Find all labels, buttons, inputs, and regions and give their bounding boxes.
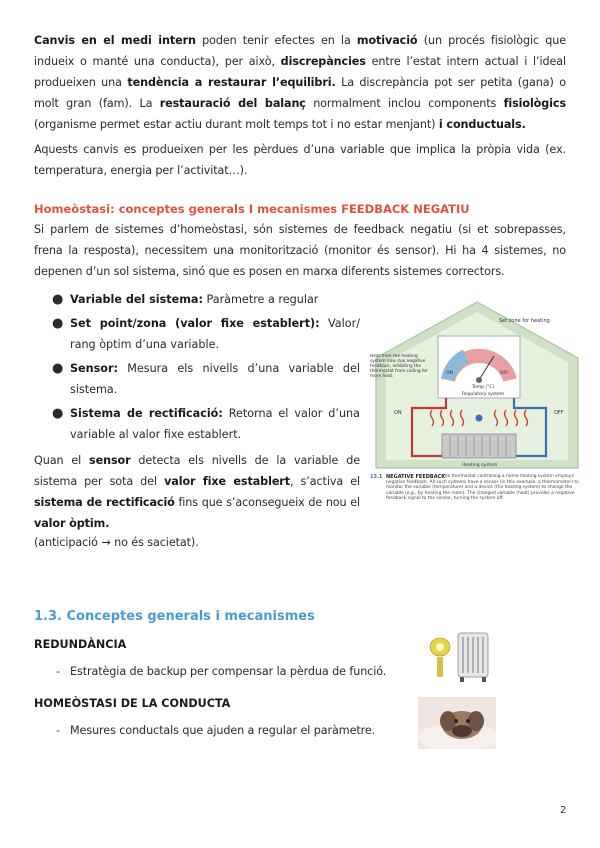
caption-text-box bbox=[386, 474, 586, 532]
heating-system-label: Heating system bbox=[462, 463, 498, 468]
bullet-icon: ● bbox=[52, 315, 64, 331]
dial-pivot bbox=[476, 377, 482, 383]
setzone-label: Set zone for heating bbox=[499, 318, 550, 324]
list-item: ● Set point/zona (valor fixe establert): Valor/ rang òptim d’una variable. bbox=[50, 313, 360, 356]
bullet-list bbox=[50, 289, 360, 448]
temp-label: Temp (°C) bbox=[472, 385, 495, 390]
bullet-icon: ● bbox=[52, 405, 64, 421]
heat-note: Heat from the heating system now due negative feedback, inhibiting the thermostat from calling for more heat. bbox=[370, 354, 428, 379]
behavioral-homeostasis-heading: HOMEÒSTASI DE LA CONDUCTA bbox=[34, 697, 231, 710]
paragraph-sensor: Quan el sensor detecta els nivells de la variable de sistema per sota del valor fixe establert, s’activa el sistema de rectificació fins que s’aconsegueix de nou el valor òptim. bbox=[34, 454, 361, 530]
radiator bbox=[442, 434, 516, 458]
regulatory-label: Regulatory system bbox=[462, 392, 505, 397]
on-side-label: ON bbox=[394, 410, 402, 416]
section-title-homeostasis: Homeòstasi: conceptes generals I mecanismes FEEDBACK NEGATIU bbox=[34, 202, 470, 216]
list-item: ● Sensor: Mesura els nivells d’una variable del sistema. bbox=[50, 358, 360, 401]
subsection-title: 1.3. Conceptes generals i mecanismes bbox=[34, 609, 315, 624]
paragraph-motivation: Canvis en el medi intern poden tenir efectes en la motivació (un procés fisiològic que indueix o manté una conducta), per això, discrepàncies entre l’estat intern actual i l’ideal produeixen una tendència a restaurar l’equilibri. La discrepància pot ser petita (gana) o molt gran (fam). La restauració del balanç normalment inclou components fisiològics (organisme permet estar actiu durant molt temps tot i no estar menjant) i conductuals. bbox=[34, 34, 566, 131]
bullet-icon: ● bbox=[52, 292, 64, 307]
sensor-dot bbox=[476, 415, 483, 422]
off-top-label: OFF bbox=[500, 371, 509, 376]
bullet-icon: ● bbox=[52, 360, 64, 376]
heater-image bbox=[418, 625, 496, 685]
off-side-label: OFF bbox=[554, 410, 564, 416]
on-top-label: ON bbox=[446, 371, 453, 376]
negative-feedback-figure bbox=[366, 300, 588, 532]
caption-title: NEGATIVE FEEDBACK bbox=[386, 474, 446, 480]
behavioral-homeostasis-item: - Mesures conductals que ajuden a regular el paràmetre. bbox=[56, 724, 376, 737]
list-item: ● Sistema de rectificació: Retorna el valor d’una variable al valor fixe establert. bbox=[50, 403, 360, 446]
paragraph-negative-feedback: Si parlem de sistemes d’homeòstasi, són sistemes de feedback negatiu (si et sobrepasses, frena la resposta), necessitem una monitorització (monitor és sensor). Hi ha 4 sistemes, no depenen d’un sol sistema, sinó que es posen en marxa diferents sistemes correctors. bbox=[34, 223, 566, 278]
caption-text: The thermostat controlling a home heating system employs negative feedback. All such systems have a sensor (in this example, a thermometer) to monitor the variable (temperature) and a device (the heating system) to change the variable (e.g., by heating the room). The changed variable (heat) provides a negative feedback signal to the sensor, turning the system off. bbox=[386, 474, 579, 502]
page-number: 2 bbox=[560, 805, 567, 816]
dog-photo bbox=[418, 697, 496, 749]
redundancy-heading: REDUNDÀNCIA bbox=[34, 638, 127, 651]
caption-number: 13.1 bbox=[370, 474, 383, 480]
paragraph-anticipation: (anticipació → no és sacietat). bbox=[34, 536, 199, 549]
list-item: ● Variable del sistema: Paràmetre a regular bbox=[50, 289, 360, 311]
redundancy-item: - Estratègia de backup per compensar la pèrdua de funció. bbox=[56, 665, 387, 678]
paragraph-changes: Aquests canvis es produeixen per les pèrdues d’una variable que implica la pròpia vida (ex. temperatura, energia per l’activitat…). bbox=[34, 143, 566, 177]
